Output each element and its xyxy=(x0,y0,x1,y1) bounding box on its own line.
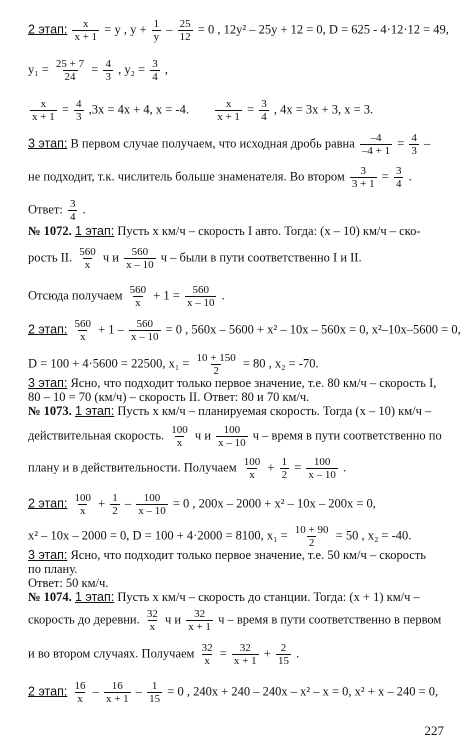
numerator: 100 xyxy=(223,424,241,436)
stage-label: 2 этап: xyxy=(28,684,68,699)
numerator: 3 xyxy=(152,58,158,70)
numerator: 560 xyxy=(129,284,147,296)
stage-label: 1 этап: xyxy=(74,590,115,604)
math-text: D = 100 + 4·5600 = 22500, x₁ = xyxy=(28,356,190,371)
math-text: = xyxy=(219,646,227,661)
paragraph-text: В первом случае получаем, что исходная дробь равна xyxy=(70,136,355,151)
numerator: 100 xyxy=(171,424,188,436)
fraction xyxy=(145,608,160,633)
problem-header-line xyxy=(28,224,421,239)
solution-line xyxy=(28,642,299,667)
denominator: y xyxy=(153,31,160,43)
math-text: + xyxy=(263,646,271,661)
paragraph-text: действительная скорость. xyxy=(28,428,165,443)
math-text: = xyxy=(294,460,302,475)
numerator: 32 xyxy=(194,608,206,620)
paragraph-text: по плану. xyxy=(28,562,78,576)
math-text: = 0 , 12y² – 25y + 12 = 0, D = 625 - 4·12·12 = 49, xyxy=(197,22,449,37)
math-text: – xyxy=(124,496,132,511)
problem-header-line xyxy=(28,590,420,605)
math-text: = xyxy=(61,102,69,117)
fraction xyxy=(200,642,215,667)
math-text: ,3x = 4x + 4, x = -4. xyxy=(88,102,189,117)
paragraph-text: плану и в действительности. Получаем xyxy=(28,460,237,475)
denominator: 2 xyxy=(213,365,219,377)
paragraph-text: и во втором случаях. Получаем xyxy=(28,646,195,661)
problem-number: № 1074. xyxy=(28,590,72,604)
math-text: – xyxy=(92,684,99,699)
numerator: 100 xyxy=(74,492,91,504)
fraction xyxy=(232,642,259,667)
fraction xyxy=(54,58,86,83)
fraction xyxy=(185,284,217,309)
denominator: 15 xyxy=(277,655,289,667)
fraction xyxy=(103,58,113,83)
denominator: 4 xyxy=(152,71,158,83)
numerator: 32 xyxy=(239,642,251,654)
denominator: x xyxy=(79,331,86,343)
paragraph-text: ч – были в пути соответственно I и II. xyxy=(160,250,362,265)
solution-line xyxy=(28,352,319,377)
numerator: 16 xyxy=(111,680,123,692)
solution-line xyxy=(28,608,441,633)
numerator: 3 xyxy=(69,198,76,210)
math-text: x² – 10x – 2000 = 0, D = 100 + 4·2000 = 8100, x₁ = xyxy=(28,528,288,543)
denominator: x xyxy=(79,505,86,517)
paragraph-text: ч – время в пути соответственно в первом xyxy=(218,612,442,627)
fraction xyxy=(110,492,120,517)
stage-label: 2 этап: xyxy=(28,322,68,337)
fraction xyxy=(74,98,84,123)
fraction xyxy=(72,492,93,517)
math-text: , xyxy=(164,62,168,77)
math-text: = xyxy=(381,169,389,184)
numerator: 3 xyxy=(395,165,402,177)
denominator: 3 xyxy=(76,111,82,123)
paragraph-text: Ясно, что подходит только первое значение, т.е. 50 км/ч – скорость xyxy=(70,548,426,562)
denominator: x xyxy=(249,469,255,481)
denominator: 4 xyxy=(395,178,402,190)
math-text: ч и xyxy=(194,428,212,443)
numerator: 1 xyxy=(151,680,158,692)
denominator: x – 10 xyxy=(186,297,215,309)
solution-line xyxy=(28,390,309,405)
numerator: 560 xyxy=(192,284,209,296)
fraction xyxy=(276,642,291,667)
numerator: x xyxy=(83,18,89,30)
denominator: x + 1 xyxy=(217,111,240,123)
numerator: 10 + 150 xyxy=(196,352,236,364)
math-text: . xyxy=(296,646,300,661)
stage-label: 2 этап: xyxy=(28,22,68,37)
fraction xyxy=(104,680,131,705)
math-text: = 80 , x₂ = -70. xyxy=(242,356,319,371)
solution-line xyxy=(28,576,108,591)
solution-line xyxy=(28,284,225,309)
paragraph-text: 80 – 10 = 70 (км/ч) – скорость II. Ответ: 80 и 70 км/ч. xyxy=(28,390,310,404)
solution-line xyxy=(28,318,461,343)
fraction xyxy=(394,165,404,190)
paragraph-text: Пусть x км/ч – скорость до станции. Тогда: (x + 1) км/ч – xyxy=(117,590,420,604)
fraction xyxy=(215,98,242,123)
math-text: . xyxy=(221,288,225,303)
denominator: x xyxy=(84,259,91,271)
numerator: 4 xyxy=(105,58,111,70)
numerator: 560 xyxy=(74,318,91,330)
paragraph-text: Пусть x км/ч – планируемая скорость. Тогда (x – 10) км/ч – xyxy=(117,404,432,418)
math-text: , y₂ = xyxy=(118,62,146,77)
fraction xyxy=(72,680,87,705)
numerator: 1 xyxy=(153,18,160,30)
math-text: = 0 , 240x + 240 – 240x – x² – x = 0, x² + x – 240 = 0, xyxy=(167,684,439,699)
fraction xyxy=(68,198,78,223)
numerator: 25 + 7 xyxy=(55,58,85,70)
math-text: – xyxy=(424,136,431,151)
numerator: 3 xyxy=(261,98,267,110)
math-text: – xyxy=(166,22,173,37)
denominator: 4 xyxy=(69,211,76,223)
stage-label: 1 этап: xyxy=(74,224,115,238)
numerator: 100 xyxy=(243,456,261,468)
numerator: –4 xyxy=(370,132,382,144)
fraction xyxy=(129,318,161,343)
fraction xyxy=(360,132,392,157)
numerator: 4 xyxy=(411,132,417,144)
fraction xyxy=(150,58,160,83)
numerator: 560 xyxy=(136,318,153,330)
math-text: . xyxy=(343,460,347,475)
numerator: 4 xyxy=(76,98,82,110)
numerator: 25 xyxy=(179,18,191,30)
math-text: = 0 , 200x – 2000 + x² – 10x – 200x = 0, xyxy=(172,496,376,511)
math-text: . xyxy=(82,202,86,217)
math-text: = xyxy=(91,62,99,77)
math-text: = xyxy=(397,136,405,151)
math-text: + xyxy=(98,496,106,511)
fraction xyxy=(128,284,149,309)
fraction xyxy=(350,165,377,190)
fraction xyxy=(147,680,162,705)
math-text: – xyxy=(135,684,143,699)
stage-label: 3 этап: xyxy=(28,548,68,562)
page-number: 227 xyxy=(424,723,444,738)
math-text: , 4x = 3x + 3, x = 3. xyxy=(273,102,374,117)
denominator: x xyxy=(176,437,183,449)
math-text: = 0 , 560x – 5600 + x² – 10x – 560x = 0, x²–10x–5600 = 0, xyxy=(165,322,461,337)
numerator: 3 xyxy=(360,165,367,177)
problem-number: № 1072. xyxy=(28,224,72,238)
fraction xyxy=(169,424,190,449)
denominator: x – 10 xyxy=(126,259,154,271)
denominator: 3 + 1 xyxy=(351,178,375,190)
denominator: x – 10 xyxy=(138,505,166,517)
math-text: . xyxy=(408,169,412,184)
fraction xyxy=(216,424,248,449)
numerator: 2 xyxy=(280,642,287,654)
stage-label: 1 этап: xyxy=(74,404,115,418)
fraction xyxy=(280,456,290,481)
problem-number: № 1073. xyxy=(28,404,72,418)
numerator: 560 xyxy=(79,246,96,258)
numerator: 1 xyxy=(112,492,118,504)
fraction xyxy=(124,246,156,271)
denominator: 15 xyxy=(149,693,161,705)
solution-line xyxy=(28,424,442,449)
numerator: 32 xyxy=(146,608,158,620)
solution-line xyxy=(28,548,426,563)
solution-line xyxy=(28,58,168,83)
denominator: 3 xyxy=(411,145,417,157)
solution-line xyxy=(28,524,411,549)
fraction xyxy=(72,18,99,43)
denominator: x + 1 xyxy=(188,621,211,633)
denominator: x + 1 xyxy=(105,693,129,705)
fraction xyxy=(178,18,193,43)
denominator: x xyxy=(77,693,83,705)
paragraph-text: рость II. xyxy=(28,250,73,265)
problem-header-line xyxy=(28,404,431,419)
solution-line xyxy=(28,562,77,577)
answer-line xyxy=(28,198,86,223)
solution-line xyxy=(28,680,438,705)
numerator: 10 + 90 xyxy=(294,524,329,536)
denominator: 4 xyxy=(261,111,267,123)
paragraph-text: Пусть x км/ч – скорость I авто. Тогда: (x – 10) км/ч – ско- xyxy=(117,224,421,238)
fraction xyxy=(30,98,57,123)
fraction xyxy=(293,524,331,549)
solution-line xyxy=(28,246,362,271)
math-text: = y , y + xyxy=(104,22,147,37)
denominator: 2 xyxy=(281,469,288,481)
denominator: x xyxy=(135,297,141,309)
fraction xyxy=(195,352,238,377)
fraction xyxy=(306,456,338,481)
math-text: + 1 – xyxy=(98,322,124,337)
numerator: 1 xyxy=(281,456,288,468)
denominator: x + 1 xyxy=(74,31,98,43)
math-text: y₁ = xyxy=(28,62,49,77)
fraction xyxy=(77,246,98,271)
paragraph-text: Ответ: 50 км/ч. xyxy=(28,576,109,590)
denominator: 2 xyxy=(112,505,118,517)
stage-label: 2 этап: xyxy=(28,496,68,511)
paragraph-text: скорость до деревни. xyxy=(28,612,140,627)
denominator: 2 xyxy=(308,537,315,549)
fraction xyxy=(136,492,168,517)
fraction xyxy=(186,608,213,633)
fraction xyxy=(409,132,419,157)
fraction xyxy=(152,18,162,43)
denominator: x xyxy=(149,621,156,633)
paragraph-text: не подходит, т.к. числитель больше знаменателя. Во втором xyxy=(28,169,345,184)
denominator: 24 xyxy=(64,71,76,83)
numerator: 560 xyxy=(131,246,149,258)
solution-line xyxy=(28,376,436,391)
numerator: 100 xyxy=(313,456,331,468)
paragraph-text: ч – время в пути соответственно по xyxy=(252,428,442,443)
math-text: + 1 = xyxy=(153,288,180,303)
fraction xyxy=(242,456,263,481)
fraction xyxy=(259,98,269,123)
denominator: –4 + 1 xyxy=(361,145,391,157)
math-text: ч и xyxy=(164,612,182,627)
solution-line xyxy=(28,98,373,123)
paragraph-text: Ясно, что подходит только первое значение, т.е. 80 км/ч – скорость I, xyxy=(70,376,437,390)
answer-label: Ответ: xyxy=(28,202,63,217)
numerator: x xyxy=(40,98,47,110)
numerator: x xyxy=(225,98,232,110)
denominator: 12 xyxy=(179,31,191,43)
solution-line xyxy=(28,165,412,190)
numerator: 32 xyxy=(201,642,213,654)
numerator: 100 xyxy=(143,492,161,504)
math-text: + xyxy=(267,460,275,475)
stage-label: 3 этап: xyxy=(28,136,68,151)
fraction xyxy=(72,318,93,343)
math-text: = 50 , x₂ = -40. xyxy=(335,528,412,543)
solution-line xyxy=(28,132,430,157)
math-text: ч и xyxy=(102,250,119,265)
denominator: 3 xyxy=(105,71,111,83)
denominator: x – 10 xyxy=(131,331,159,343)
denominator: x + 1 xyxy=(233,655,257,667)
numerator: 16 xyxy=(74,680,86,692)
denominator: x xyxy=(204,655,210,667)
denominator: x + 1 xyxy=(32,111,55,123)
paragraph-text: Отсюда получаем xyxy=(28,288,123,303)
denominator: x – 10 xyxy=(218,437,246,449)
solution-line xyxy=(28,456,346,481)
stage-label: 3 этап: xyxy=(28,376,68,390)
denominator: x – 10 xyxy=(308,469,336,481)
math-text: = xyxy=(247,102,255,117)
solution-line xyxy=(28,18,449,43)
solution-line xyxy=(28,492,376,517)
